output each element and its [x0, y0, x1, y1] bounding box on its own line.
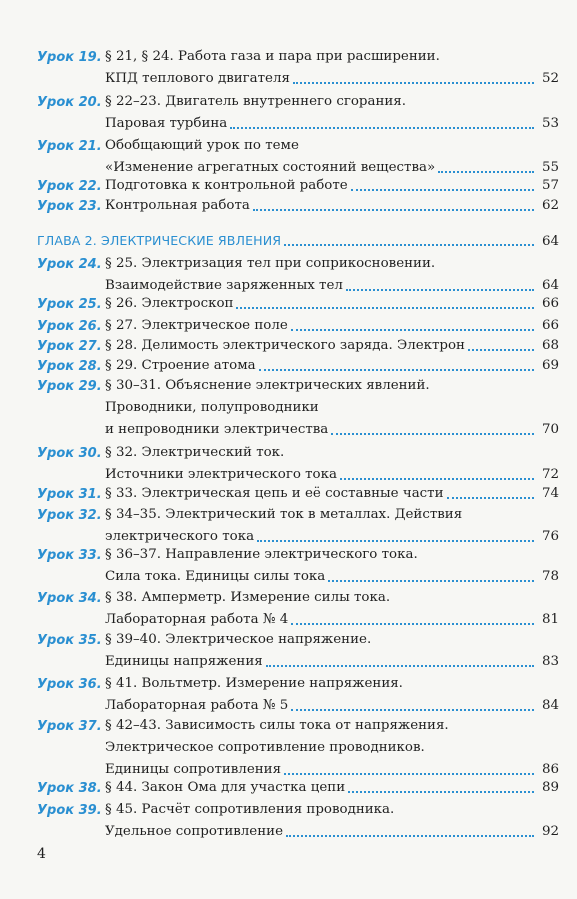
- dot-leader: [291, 623, 534, 625]
- dot-leader: [340, 478, 534, 480]
- toc-line: [105, 587, 559, 609]
- toc-line: [105, 135, 559, 157]
- toc-line-text: § 27. Электрическое поле: [105, 318, 288, 333]
- dot-leader: [331, 433, 534, 435]
- toc-line: [105, 821, 559, 843]
- toc-page-ref: 83: [541, 654, 559, 669]
- toc-line-text: Лабораторная работа № 5: [105, 698, 289, 713]
- toc-page-ref: 81: [541, 612, 559, 627]
- toc-line-text: § 45. Расчёт сопротивления проводника.: [105, 802, 395, 817]
- toc-line-text: § 38. Амперметр. Измерение силы тока.: [105, 590, 391, 605]
- toc-line: [105, 483, 559, 505]
- lesson-label: Урок 39.: [37, 803, 102, 818]
- toc-page-ref: 84: [541, 698, 559, 713]
- toc-line-text: «Изменение агрегатных состояний вещества»: [105, 160, 436, 175]
- lesson-label: Урок 19.: [37, 50, 102, 65]
- toc-line-text: § 44. Закон Ома для участка цепи: [105, 780, 346, 795]
- dot-leader: [284, 773, 534, 775]
- toc-line-text: § 28. Делимость электрического заряда. Электрон: [105, 338, 465, 353]
- lesson-label: Урок 32.: [37, 508, 102, 523]
- dot-leader: [438, 171, 534, 173]
- toc-line-text: § 41. Вольтметр. Измерение напряжения.: [105, 676, 403, 691]
- toc-line-text: Проводники, полупроводники: [105, 400, 319, 415]
- toc-line-text: § 29. Строение атома: [105, 358, 256, 373]
- lesson-label: Урок 22.: [37, 179, 102, 194]
- toc-line: [105, 335, 559, 357]
- toc-page-ref: 62: [541, 198, 559, 213]
- toc-page-ref: 55: [541, 160, 559, 175]
- toc-line: [105, 609, 559, 631]
- toc-line-text: Удельное сопротивление: [105, 824, 284, 839]
- page-number: 4: [37, 846, 46, 862]
- lesson-label: Урок 20.: [37, 95, 102, 110]
- toc-page-ref: 92: [541, 824, 559, 839]
- dot-leader: [259, 369, 534, 371]
- chapter-title: ГЛАВА 2. ЭЛЕКТРИЧЕСКИЕ ЯВЛЕНИЯ: [37, 233, 282, 248]
- toc-line: [105, 695, 559, 717]
- toc-line: [105, 566, 559, 588]
- toc-page-ref: 69: [541, 358, 559, 373]
- lesson-label: Урок 33.: [37, 548, 102, 563]
- toc-line: [105, 777, 559, 799]
- toc-line: [105, 442, 559, 464]
- dot-leader: [291, 709, 534, 711]
- toc-line: [105, 375, 559, 397]
- toc-line-text: § 25. Электризация тел при соприкосновении.: [105, 256, 436, 271]
- toc-line-text: Взаимодействие заряженных тел: [105, 278, 343, 293]
- toc-line-text: Источники электрического тока: [105, 467, 337, 482]
- toc-line-text: Паровая турбина: [105, 116, 228, 131]
- toc-line-text: КПД теплового двигателя: [105, 71, 290, 86]
- toc-line: [105, 629, 559, 651]
- toc-page-ref: 66: [541, 318, 559, 333]
- toc-page-ref: 53: [541, 116, 559, 131]
- toc-line: [105, 673, 559, 695]
- chapter-page-ref: 64: [541, 234, 559, 249]
- dot-leader: [286, 835, 534, 837]
- dot-leader: [328, 580, 534, 582]
- lesson-label: Урок 29.: [37, 379, 102, 394]
- lesson-label: Урок 26.: [37, 319, 102, 334]
- toc-line: [105, 544, 559, 566]
- lesson-label: Урок 24.: [37, 257, 102, 272]
- toc-page-ref: 68: [541, 338, 559, 353]
- toc-line-text: § 36–37. Направление электрического тока.: [105, 547, 418, 562]
- toc-page-ref: 66: [541, 296, 559, 311]
- toc-line: [105, 91, 559, 113]
- toc-line: [105, 397, 559, 419]
- lesson-label: Урок 23.: [37, 199, 102, 214]
- lesson-label: Урок 21.: [37, 139, 102, 154]
- toc-line-text: § 34–35. Электрический ток в металлах. Действия: [105, 507, 463, 522]
- dot-leader: [346, 289, 534, 291]
- dot-leader: [257, 540, 534, 542]
- toc-page-ref: 72: [541, 467, 559, 482]
- toc-line: [105, 46, 559, 68]
- lesson-label: Урок 37.: [37, 719, 102, 734]
- lesson-label: Урок 34.: [37, 591, 102, 606]
- dot-leader: [447, 497, 534, 499]
- toc-line: [105, 799, 559, 821]
- toc-page-ref: 64: [541, 278, 559, 293]
- chapter-heading: [37, 230, 559, 252]
- toc-line-text: § 39–40. Электрическое напряжение.: [105, 632, 372, 647]
- toc-line-text: Сила тока. Единицы силы тока: [105, 569, 326, 584]
- toc-page-ref: 70: [541, 422, 559, 437]
- toc-line: [105, 175, 559, 197]
- toc-line-text: § 42–43. Зависимость силы тока от напряжения.: [105, 718, 449, 733]
- toc-page-ref: 86: [541, 762, 559, 777]
- lesson-label: Урок 27.: [37, 339, 102, 354]
- toc-page-ref: 89: [541, 780, 559, 795]
- dot-leader: [351, 189, 534, 191]
- lesson-label: Урок 35.: [37, 633, 102, 648]
- dot-leader: [236, 307, 534, 309]
- toc-line-text: электрического тока: [105, 529, 255, 544]
- toc-line: [105, 504, 559, 526]
- toc-line: [105, 68, 559, 90]
- lesson-label: Урок 30.: [37, 446, 102, 461]
- toc-line-text: и непроводники электричества: [105, 422, 329, 437]
- dot-leader: [266, 665, 534, 667]
- toc-line-text: Единицы напряжения: [105, 654, 263, 669]
- toc-page-ref: 52: [541, 71, 559, 86]
- toc-line-text: § 22–23. Двигатель внутреннего сгорания.: [105, 94, 407, 109]
- toc-page-ref: 78: [541, 569, 559, 584]
- toc-line: [105, 293, 559, 315]
- toc-page-ref: 76: [541, 529, 559, 544]
- toc-line-text: § 32. Электрический ток.: [105, 445, 285, 460]
- toc-line-text: Контрольная работа: [105, 198, 250, 213]
- dot-leader: [253, 209, 534, 211]
- toc-line: [105, 715, 559, 737]
- toc-line-text: Обобщающий урок по теме: [105, 138, 299, 153]
- toc-line: [105, 195, 559, 217]
- lesson-label: Урок 38.: [37, 781, 102, 796]
- lesson-label: Урок 28.: [37, 359, 102, 374]
- toc-line-text: Электрическое сопротивление проводников.: [105, 740, 425, 755]
- toc-line-text: § 30–31. Объяснение электрических явлений.: [105, 378, 430, 393]
- toc-page-ref: 74: [541, 486, 559, 501]
- toc-line-text: § 26. Электроскоп: [105, 296, 234, 311]
- dot-leader: [348, 791, 534, 793]
- toc-line-text: Подготовка к контрольной работе: [105, 178, 348, 193]
- dot-leader: [468, 349, 534, 351]
- dot-leader: [284, 244, 534, 246]
- toc-line-text: § 21, § 24. Работа газа и пара при расширении.: [105, 49, 440, 64]
- toc-line: [105, 315, 559, 337]
- toc-line: [105, 253, 559, 275]
- toc-line: [105, 113, 559, 135]
- toc-line-text: Лабораторная работа № 4: [105, 612, 289, 627]
- toc-line: [105, 355, 559, 377]
- toc-line: [105, 419, 559, 441]
- toc-line: [105, 651, 559, 673]
- toc-page-ref: 57: [541, 178, 559, 193]
- toc-line-text: § 33. Электрическая цепь и её составные части: [105, 486, 444, 501]
- lesson-label: Урок 31.: [37, 487, 102, 502]
- lesson-label: Урок 25.: [37, 297, 102, 312]
- dot-leader: [291, 329, 534, 331]
- toc-line: [105, 737, 559, 759]
- toc-line-text: Единицы сопротивления: [105, 762, 282, 777]
- dot-leader: [293, 82, 534, 84]
- lesson-label: Урок 36.: [37, 677, 102, 692]
- dot-leader: [230, 127, 534, 129]
